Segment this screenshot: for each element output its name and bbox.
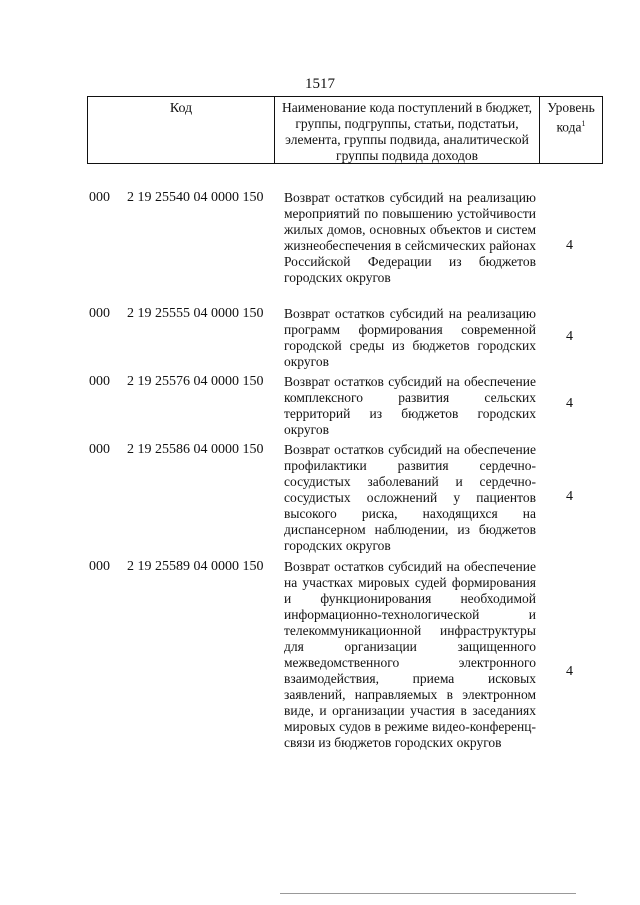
income-description: Возврат остатков субсидий на обеспечение профилактики развития сердечно-сосудистых заболеваний и сердечно-сосудистых осложнений у пациентов высокого риска, находящихся на диспансерном наблюдении, из бюджетов городских округов [284,442,536,553]
income-code: 2 19 25555 04 0000 150 [127,306,264,321]
header-level-footnote: 1 [581,119,586,128]
admin-code: 000 [89,306,110,321]
income-code: 2 19 25589 04 0000 150 [127,559,264,574]
bottom-rule [280,893,576,894]
table-header [87,96,603,164]
admin-code: 000 [89,442,110,457]
code-level: 4 [566,664,573,679]
income-code: 2 19 25540 04 0000 150 [127,190,264,205]
income-description: Возврат остатков субсидий на реализацию программ формирования современной городской среды из бюджетов городских округов [284,306,536,369]
code-level: 4 [566,396,573,411]
code-level: 4 [566,238,573,253]
code-level: 4 [566,329,573,344]
income-description: Возврат остатков субсидий на обеспечение комплексного развития сельских территорий из бюджетов городских округов [284,374,536,437]
header-name: Наименование кода поступлений в бюджет, группы, подгруппы, статьи, подстатьи, элемента, группы подвида, аналитической группы подвида доходов [275,97,540,163]
income-code: 2 19 25576 04 0000 150 [127,374,264,389]
income-description: Возврат остатков субсидий на обеспечение на участках мировых судей формирования и функционирования необходимой информационно-технологической и телекоммуникационной инфраструктуры для организации защищенного межведомственного электронного взаимодействия, приема исковых заявлений, направляемых в электронном виде, и организации участия в заседаниях мировых судов в режиме видео-конференц-связи из бюджетов городских округов [284,559,536,750]
income-description: Возврат остатков субсидий на реализацию мероприятий по повышению устойчивости жилых домов, основных объектов и систем жизнеобеспечения в сейсмических районах Российской Федерации из бюджетов городских округов [284,190,536,285]
header-level [540,97,602,163]
header-code: Код [88,97,275,163]
admin-code: 000 [89,374,110,389]
admin-code: 000 [89,559,110,574]
income-code: 2 19 25586 04 0000 150 [127,442,264,457]
admin-code: 000 [89,190,110,205]
code-level: 4 [566,489,573,504]
page-number: 1517 [305,76,335,92]
header-level-label: Уровень кода [547,100,595,135]
